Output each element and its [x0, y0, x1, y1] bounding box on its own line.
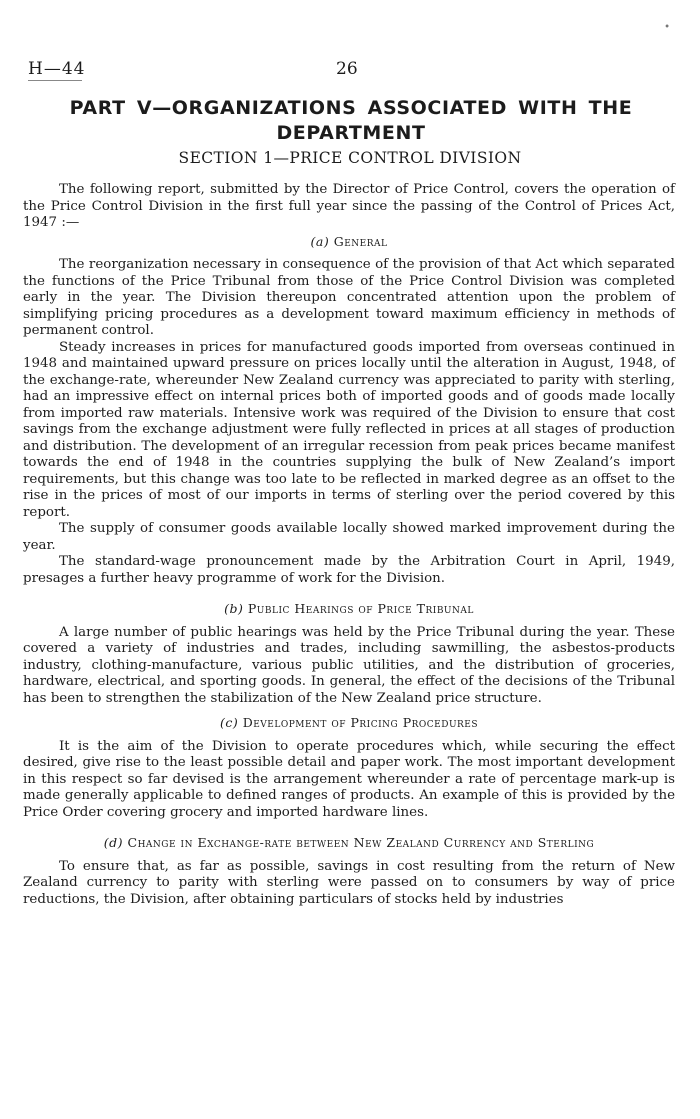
- corner-mark: •: [664, 22, 670, 33]
- part-title: PART V—ORGANIZATIONS ASSOCIATED WITH THE DEPARTMENT: [69, 97, 633, 144]
- heading-title: Public Hearings of Price Tribunal: [247, 601, 474, 616]
- report-body: [23, 182, 675, 908]
- heading-title: Development of Pricing Procedures: [242, 715, 479, 730]
- heading-letter: (d): [103, 835, 124, 850]
- general-paragraph-1: The reorganization necessary in consequence of the provision of that Act which separated the functions of the Price Tribunal from those of the Price Control Division was completed early in the year. The Division thereupon concentrated attention upon the problem of simplifying pricing procedures as a development toward maximum efficiency in methods of permanent control.: [23, 257, 675, 338]
- heading-title: Change in Exchange-rate between New Zealand Currency and Sterling: [127, 835, 595, 850]
- exchange-paragraph-1: To ensure that, as far as possible, savings in cost resulting from the return of New Zealand currency to parity with sterling were passed on to consumers by way of price reductions, the Division, after obtaining particulars of stocks held by industries: [23, 858, 675, 907]
- general-paragraph-4: The standard-wage pronouncement made by the Arbitration Court in April, 1949, presages a further heavy programme of work for the Division.: [23, 554, 675, 586]
- page-header: [28, 59, 674, 83]
- heading-letter: (c): [219, 715, 239, 730]
- heading-letter: (b): [224, 601, 244, 616]
- hearings-paragraph-1: A large number of public hearings was held by the Price Tribunal during the year. These covered a variety of industries and trades, including sawmilling, the asbestos-products industry, clothing-manufacture, various public utilities, and the distribution of groceries, hardware, electrical, and sporting goods. In general, the effect of the decisions of the Tribunal has been to strengthen the stabilization of the New Zealand price structure.: [23, 624, 675, 706]
- heading-title: General: [333, 233, 388, 249]
- heading-procedures: [23, 715, 675, 732]
- page-number: 26: [336, 59, 358, 79]
- general-paragraph-3: The supply of consumer goods available locally showed marked improvement during the year.: [23, 521, 675, 553]
- procedures-paragraph-1: It is the aim of the Division to operate procedures which, while securing the effect desired, give rise to the least possible detail and paper work. The most important development in this respect so far devised is the arrangement whereunder a rate of percentage mark-up is made generally applicable to defined ranges of products. An example of this is provided by the Price Order covering grocery and imported hardware lines.: [23, 738, 675, 820]
- heading-general: [23, 234, 675, 251]
- intro-paragraph: The following report, submitted by the Director of Price Control, covers the operation of the Price Control Division in the first full year since the passing of the Control of Prices Act, 1947 :—: [23, 182, 675, 230]
- document-reference: H—44: [28, 59, 86, 79]
- heading-exchange: [23, 835, 675, 852]
- general-paragraph-2: Steady increases in prices for manufactured goods imported from overseas continued in 1948 and maintained upward pressure on prices locally until the alteration in August, 1948, of the exchange-rate, whereunder New Zealand currency was appreciated to parity with sterling, had an impressive effect on internal prices both of imported goods and of goods made locally from imported raw materials. Intensive work was required of the Division to ensure that cost savings from the exchange adjustment were fully reflected in prices at all stages of production and distribution. The development of an irregular recession from peak prices became manifest towards the end of 1948 in the countries supplying the bulk of New Zealand’s import requirements, but this change was too late to be reflected in marked degree as an offset to the rise in the prices of most of our imports in terms of sterling over the period covered by this report.: [23, 339, 675, 520]
- heading-letter: (a): [310, 233, 330, 249]
- section-title: SECTION 1—PRICE CONTROL DIVISION: [178, 149, 522, 167]
- heading-hearings: [23, 601, 675, 618]
